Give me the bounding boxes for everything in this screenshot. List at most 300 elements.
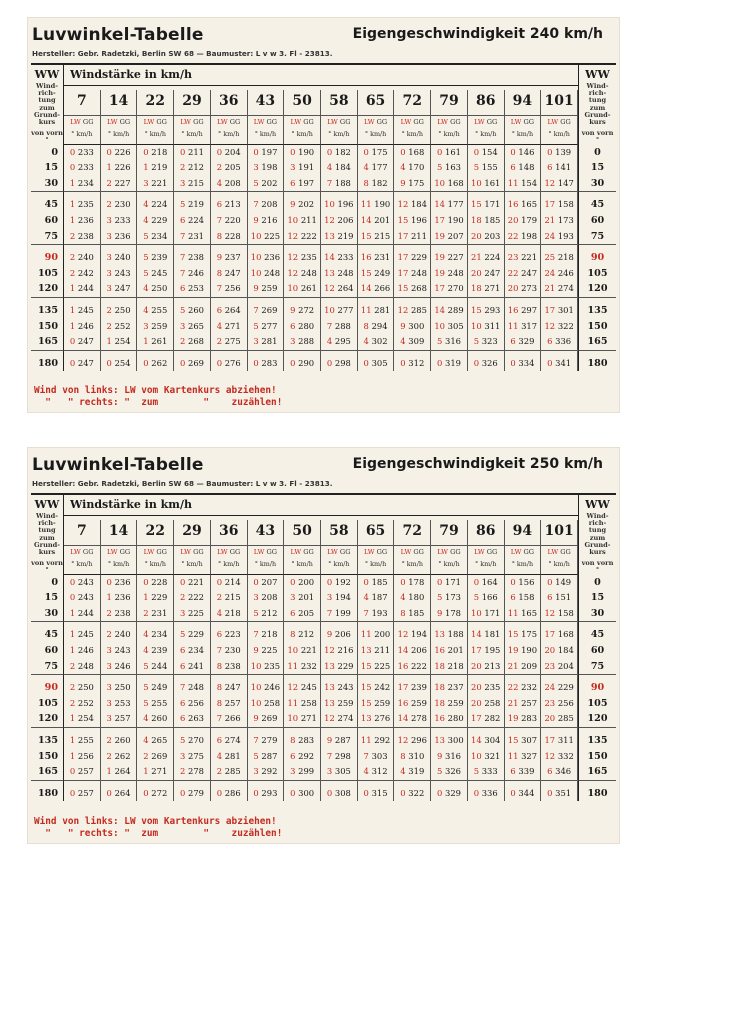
lw-value: 13 xyxy=(324,682,335,693)
lw-value: 0 xyxy=(436,576,443,587)
gg-label: GG xyxy=(376,547,388,556)
gg-value: 268 xyxy=(188,336,204,347)
gg-label: GG xyxy=(339,547,351,556)
gg-label: GG xyxy=(450,117,461,126)
table-cell xyxy=(358,621,395,643)
table-cell xyxy=(101,145,138,161)
direction-label: 75 xyxy=(31,659,64,675)
gg-value: 274 xyxy=(224,734,241,745)
table-cell xyxy=(321,659,358,675)
lw-value: 3 xyxy=(179,607,186,618)
gg-value: 198 xyxy=(521,230,538,241)
lw-value: 3 xyxy=(106,215,112,225)
gg-value: 266 xyxy=(374,283,391,294)
table-cell xyxy=(248,659,285,675)
table-cell xyxy=(174,191,211,213)
gg-value: 197 xyxy=(298,177,315,188)
table-cell xyxy=(505,281,542,297)
gg-value: 245 xyxy=(77,629,94,640)
lw-gg-label xyxy=(394,116,431,130)
table-cell xyxy=(394,350,431,372)
table-cell xyxy=(394,213,431,229)
footer-line-left: Wind von links: LW vom Kartenkurs abziehen! xyxy=(34,385,277,396)
gg-value: 184 xyxy=(334,162,351,173)
wind-speed-header: 22 xyxy=(137,90,174,116)
lw-value: 14 xyxy=(324,252,335,263)
lw-value: 11 xyxy=(507,177,519,188)
gg-value: 336 xyxy=(555,336,572,347)
lw-value: 1 xyxy=(143,766,149,777)
lw-value: 2 xyxy=(69,267,76,278)
lw-value: 13 xyxy=(360,713,372,724)
table-cell xyxy=(358,606,395,622)
table-cell xyxy=(431,590,468,606)
table-cell xyxy=(358,229,395,245)
gg-value: 229 xyxy=(410,252,427,263)
gg-label: GG xyxy=(193,547,204,556)
gg-value: 206 xyxy=(334,629,351,640)
table-cell xyxy=(358,191,395,213)
lw-value: 17 xyxy=(544,734,556,745)
gg-value: 171 xyxy=(484,199,501,210)
table-cell xyxy=(137,176,174,192)
gg-value: 260 xyxy=(151,713,168,724)
table-cell xyxy=(358,213,395,229)
manufacturer-line: Hersteller: Gebr. Radetzki, Berlin SW 68 — Baumuster: L v w 3. Fl - 23813. xyxy=(32,479,333,488)
gg-value: 315 xyxy=(371,787,388,798)
lw-value: 11 xyxy=(360,199,372,210)
gg-label: GG xyxy=(229,547,241,556)
gg-value: 200 xyxy=(298,576,315,587)
gg-value: 158 xyxy=(518,592,535,603)
gg-label: GG xyxy=(339,117,351,126)
gg-value: 295 xyxy=(334,336,351,347)
gg-value: 190 xyxy=(298,146,315,157)
ww-description-line: rich- xyxy=(38,89,56,98)
gg-value: 254 xyxy=(77,713,94,724)
gg-value: 232 xyxy=(521,682,538,693)
lw-gg-label xyxy=(64,546,101,560)
lw-value: 13 xyxy=(324,230,335,241)
table-cell xyxy=(541,780,578,802)
lw-label: LW xyxy=(70,547,81,556)
lw-value: 11 xyxy=(287,697,299,708)
lw-value: 2 xyxy=(216,162,223,173)
lw-value: 0 xyxy=(290,787,296,798)
table-cell xyxy=(541,674,578,696)
gg-value: 247 xyxy=(114,283,131,294)
table-cell xyxy=(541,281,578,297)
gg-value: 244 xyxy=(151,660,168,671)
gg-value: 250 xyxy=(114,682,131,693)
direction-label-right: 120 xyxy=(578,281,616,297)
lw-gg-label xyxy=(431,116,468,130)
lw-value: 5 xyxy=(143,267,149,278)
gg-value: 248 xyxy=(447,267,464,278)
gg-value: 294 xyxy=(371,320,388,331)
ww-description-line: kurs xyxy=(589,548,606,557)
lw-value: 15 xyxy=(360,230,372,241)
gg-value: 182 xyxy=(334,146,351,157)
unit-label: ° km/h xyxy=(541,130,578,145)
direction-label: 15 xyxy=(31,160,64,176)
direction-label-right: 90 xyxy=(578,244,616,266)
unit-label: ° km/h xyxy=(174,560,211,575)
ww-description-line: tung xyxy=(588,526,607,535)
windstaerke-heading: Windstärke in km/h xyxy=(64,65,578,86)
gg-value: 206 xyxy=(337,215,354,225)
lw-value: 1 xyxy=(106,592,112,603)
table-cell xyxy=(394,334,431,350)
gg-value: 300 xyxy=(298,787,315,798)
gg-value: 259 xyxy=(447,697,464,708)
table-cell xyxy=(64,621,101,643)
von-vorn-label: von vorn ° xyxy=(31,129,63,145)
direction-label-right: 30 xyxy=(578,176,616,192)
table-cell xyxy=(468,281,505,297)
lw-value: 21 xyxy=(507,660,519,671)
ww-description-line: zum xyxy=(589,533,606,542)
gg-value: 230 xyxy=(224,645,241,655)
gg-value: 236 xyxy=(114,230,131,241)
table-cell xyxy=(174,281,211,297)
gg-value: 275 xyxy=(224,336,241,347)
gg-label: GG xyxy=(413,547,424,556)
direction-label-right: 150 xyxy=(578,319,616,335)
direction-label: 60 xyxy=(31,213,64,229)
gg-value: 175 xyxy=(408,177,425,188)
lw-value: 3 xyxy=(106,682,112,693)
lw-value: 10 xyxy=(250,682,262,693)
table-cell xyxy=(431,674,468,696)
lw-value: 9 xyxy=(253,645,259,655)
table-cell xyxy=(248,606,285,622)
gg-value: 205 xyxy=(298,607,315,618)
gg-value: 300 xyxy=(408,320,425,331)
gg-value: 288 xyxy=(298,336,315,347)
lw-value: 9 xyxy=(436,750,443,761)
lw-value: 4 xyxy=(363,592,369,603)
table-cell xyxy=(321,749,358,765)
lw-value: 9 xyxy=(253,215,259,225)
table-cell xyxy=(505,319,542,335)
gg-value: 165 xyxy=(521,199,538,210)
table-cell xyxy=(284,350,321,372)
ww-description xyxy=(31,513,63,556)
table-cell xyxy=(394,606,431,622)
table-cell xyxy=(321,350,358,372)
gg-value: 161 xyxy=(484,177,501,188)
lw-value: 18 xyxy=(434,682,445,693)
gg-value: 257 xyxy=(114,713,131,724)
lw-value: 8 xyxy=(216,682,223,693)
table-cell xyxy=(248,674,285,696)
gg-value: 223 xyxy=(224,629,241,640)
gg-value: 232 xyxy=(300,660,317,671)
lw-value: 0 xyxy=(216,357,223,368)
lw-value: 24 xyxy=(544,682,556,693)
lw-value: 8 xyxy=(290,734,296,745)
gg-value: 209 xyxy=(521,660,538,671)
table-cell xyxy=(321,244,358,266)
lw-value: 0 xyxy=(106,576,112,587)
table-cell xyxy=(101,727,138,749)
table-cell xyxy=(321,764,358,780)
lw-value: 1 xyxy=(106,766,112,777)
gg-value: 255 xyxy=(77,734,94,745)
lw-value: 1 xyxy=(69,320,76,331)
table-cell xyxy=(284,749,321,765)
gg-value: 259 xyxy=(374,697,391,708)
gg-value: 248 xyxy=(77,660,94,671)
lw-gg-label xyxy=(248,546,285,560)
gg-value: 185 xyxy=(484,215,501,225)
direction-label: 30 xyxy=(31,176,64,192)
table-cell xyxy=(321,780,358,802)
gg-value: 240 xyxy=(77,252,94,263)
gg-value: 250 xyxy=(114,304,131,315)
unit-label: ° km/h xyxy=(137,130,174,145)
gg-value: 254 xyxy=(114,357,131,368)
wind-speed-header: 72 xyxy=(394,90,431,116)
lw-value: 0 xyxy=(547,357,553,368)
table-cell xyxy=(358,350,395,372)
gg-value: 177 xyxy=(447,199,464,210)
gg-value: 202 xyxy=(298,199,315,210)
gg-value: 236 xyxy=(114,576,131,587)
gg-value: 190 xyxy=(521,645,538,655)
table-cell xyxy=(248,621,285,643)
gg-value: 204 xyxy=(557,660,574,671)
lw-gg-label xyxy=(321,116,358,130)
wind-instruction-footer xyxy=(34,816,282,840)
table-cell xyxy=(64,764,101,780)
lw-value: 24 xyxy=(544,230,556,241)
gg-value: 326 xyxy=(445,766,461,777)
table-cell xyxy=(505,674,542,696)
lw-value: 0 xyxy=(473,146,480,157)
footer-line-left: Wind von links: LW vom Kartenkurs abziehen! xyxy=(34,816,277,827)
table-cell xyxy=(101,229,138,245)
gg-label: GG xyxy=(523,547,535,556)
table-cell xyxy=(174,711,211,727)
table-cell xyxy=(394,764,431,780)
lw-value: 16 xyxy=(507,199,519,210)
lw-value: 0 xyxy=(436,146,443,157)
lw-value: 12 xyxy=(324,713,335,724)
card-header xyxy=(30,452,611,492)
gg-value: 258 xyxy=(484,697,501,708)
gg-value: 240 xyxy=(114,629,131,640)
lw-value: 9 xyxy=(326,734,333,745)
table-cell xyxy=(541,590,578,606)
table-cell xyxy=(137,711,174,727)
gg-value: 274 xyxy=(557,283,574,294)
gg-value: 260 xyxy=(114,734,131,745)
direction-label-right: 135 xyxy=(578,727,616,749)
gg-value: 193 xyxy=(371,607,388,618)
gg-value: 264 xyxy=(114,787,131,798)
lw-value: 1 xyxy=(106,162,112,173)
gg-value: 224 xyxy=(188,215,204,225)
lw-label: LW xyxy=(363,117,375,126)
table-cell xyxy=(358,176,395,192)
table-cell xyxy=(431,696,468,712)
table-cell xyxy=(431,176,468,192)
gg-value: 206 xyxy=(410,645,427,655)
table-cell xyxy=(101,674,138,696)
lw-value: 6 xyxy=(179,697,186,708)
unit-label: ° km/h xyxy=(431,130,468,145)
lw-value: 3 xyxy=(106,660,112,671)
lw-value: 1 xyxy=(69,177,76,188)
gg-value: 283 xyxy=(261,357,278,368)
unit-label: ° km/h xyxy=(101,560,138,575)
lw-value: 9 xyxy=(400,177,406,188)
lw-value: 0 xyxy=(363,357,369,368)
lw-value: 12 xyxy=(287,230,299,241)
direction-label: 15 xyxy=(31,590,64,606)
ww-description xyxy=(579,83,616,126)
wind-correction-table xyxy=(31,63,616,371)
lw-value: 9 xyxy=(290,199,296,210)
table-cell xyxy=(321,297,358,319)
lw-value: 1 xyxy=(106,336,112,347)
gg-value: 230 xyxy=(114,199,131,210)
gg-value: 208 xyxy=(261,199,278,210)
lw-label: LW xyxy=(253,547,265,556)
lw-label: LW xyxy=(143,547,155,556)
ww-description-line: Grund- xyxy=(584,540,611,549)
table-cell xyxy=(468,606,505,622)
table-cell xyxy=(211,659,248,675)
table-cell xyxy=(174,659,211,675)
lw-value: 0 xyxy=(473,357,480,368)
table-cell xyxy=(101,297,138,319)
direction-label: 135 xyxy=(31,297,64,319)
lw-value: 3 xyxy=(143,320,149,331)
table-cell xyxy=(358,711,395,727)
gg-value: 266 xyxy=(224,713,241,724)
table-cell xyxy=(64,281,101,297)
table-cell xyxy=(431,319,468,335)
lw-value: 11 xyxy=(507,607,519,618)
lw-gg-label xyxy=(358,116,395,130)
gg-value: 231 xyxy=(151,607,168,618)
lw-value: 18 xyxy=(434,697,445,708)
table-cell xyxy=(64,229,101,245)
table-cell xyxy=(64,266,101,282)
lw-value: 0 xyxy=(69,336,76,347)
table-cell xyxy=(137,643,174,659)
gg-value: 248 xyxy=(337,267,354,278)
lw-value: 0 xyxy=(69,766,76,777)
lw-value: 2 xyxy=(179,592,186,603)
gg-value: 171 xyxy=(484,607,501,618)
lw-value: 23 xyxy=(544,660,556,671)
lw-value: 21 xyxy=(507,697,519,708)
table-cell xyxy=(431,229,468,245)
gg-value: 256 xyxy=(557,697,574,708)
unit-label: ° km/h xyxy=(505,560,542,575)
lw-value: 0 xyxy=(69,592,76,603)
gg-value: 312 xyxy=(371,766,388,777)
gg-value: 305 xyxy=(371,357,388,368)
table-cell xyxy=(431,244,468,266)
ww-header-right xyxy=(578,495,616,575)
gg-label: GG xyxy=(303,547,314,556)
lw-value: 1 xyxy=(69,199,76,210)
lw-value: 4 xyxy=(143,629,149,640)
table-cell xyxy=(137,281,174,297)
table-cell xyxy=(284,590,321,606)
gg-value: 301 xyxy=(557,304,574,315)
gg-value: 233 xyxy=(77,146,94,157)
unit-label: ° km/h xyxy=(431,560,468,575)
table-cell xyxy=(211,213,248,229)
gg-value: 283 xyxy=(521,713,538,724)
wind-speed-header: 50 xyxy=(284,520,321,546)
gg-value: 196 xyxy=(337,199,354,210)
gg-value: 218 xyxy=(261,629,278,640)
gg-value: 155 xyxy=(481,162,498,173)
table-cell xyxy=(541,297,578,319)
table-cell xyxy=(358,749,395,765)
ww-label: WW xyxy=(34,68,60,81)
table-cell xyxy=(541,621,578,643)
lw-value: 4 xyxy=(363,336,369,347)
table-cell xyxy=(248,266,285,282)
direction-label: 120 xyxy=(31,281,64,297)
table-cell xyxy=(431,575,468,591)
lw-value: 3 xyxy=(253,336,259,347)
lw-value: 19 xyxy=(507,645,519,655)
direction-label: 0 xyxy=(31,575,64,591)
table-cell xyxy=(505,297,542,319)
table-cell xyxy=(174,643,211,659)
gg-value: 271 xyxy=(151,766,168,777)
gg-value: 271 xyxy=(484,283,501,294)
gg-value: 211 xyxy=(374,645,391,655)
lw-value: 0 xyxy=(510,146,516,157)
table-cell xyxy=(284,281,321,297)
lw-value: 10 xyxy=(471,607,482,618)
lw-value: 20 xyxy=(471,697,482,708)
gg-value: 243 xyxy=(114,267,131,278)
lw-label: LW xyxy=(106,117,118,126)
lw-value: 4 xyxy=(143,734,149,745)
gg-value: 305 xyxy=(334,766,351,777)
table-cell xyxy=(431,659,468,675)
table-cell xyxy=(468,749,505,765)
table-cell xyxy=(101,575,138,591)
gg-value: 282 xyxy=(484,713,501,724)
luvwinkel-card-240 xyxy=(28,18,619,412)
table-cell xyxy=(211,191,248,213)
gg-label: GG xyxy=(523,117,535,126)
table-cell xyxy=(284,191,321,213)
lw-value: 0 xyxy=(253,146,259,157)
gg-label: GG xyxy=(156,547,167,556)
gg-value: 249 xyxy=(374,267,391,278)
lw-value: 0 xyxy=(547,787,553,798)
gg-value: 285 xyxy=(410,304,427,315)
gg-value: 290 xyxy=(298,357,315,368)
direction-label-right: 105 xyxy=(578,696,616,712)
table-cell xyxy=(284,319,321,335)
gg-value: 244 xyxy=(77,607,94,618)
table-cell xyxy=(468,575,505,591)
